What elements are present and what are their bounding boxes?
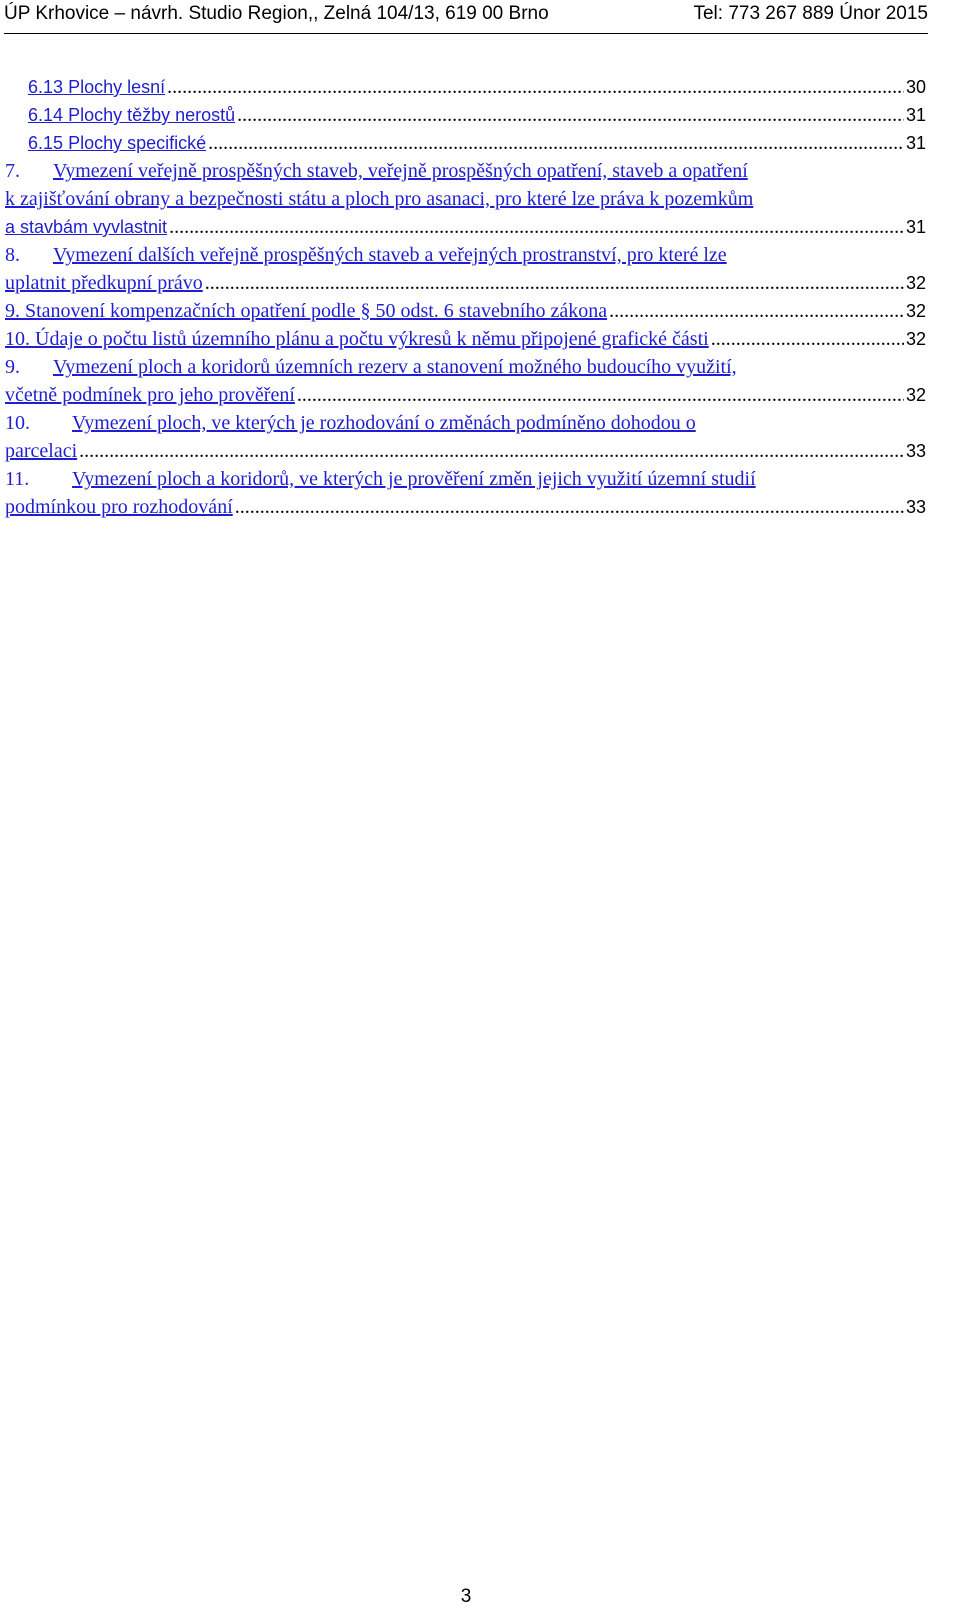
toc-page-number: 33 bbox=[905, 441, 926, 461]
toc-link-10-parcel-end[interactable]: parcelaci bbox=[5, 440, 78, 462]
toc-page-number: 32 bbox=[905, 273, 926, 293]
toc-entry-7-line-1 bbox=[5, 157, 748, 185]
page-header bbox=[4, 3, 928, 27]
toc-link-10-parcel[interactable]: 10. Vymezení ploch, ve kterých je rozhodování o změnách podmíněno dohodou o bbox=[5, 412, 696, 434]
toc-link-7-cont[interactable]: k zajišťování obrany a bezpečnosti státu a ploch pro asanaci, pro které lze práva k pozemkům bbox=[5, 188, 754, 210]
toc-entry-9-reserves-line-1 bbox=[5, 353, 737, 381]
toc-link-11[interactable]: 11. Vymezení ploch a koridorů, ve kterých je prověření změn jejich využití územní studií bbox=[5, 468, 756, 490]
toc-link-6-13[interactable]: 6.13 Plochy lesní bbox=[28, 77, 166, 97]
toc-entry-10-sheets bbox=[5, 325, 926, 353]
toc-leader-dots bbox=[79, 437, 904, 465]
toc-page-number: 32 bbox=[905, 385, 926, 405]
toc-link-11-end[interactable]: podmínkou pro rozhodování bbox=[5, 496, 233, 518]
toc-leader-dots bbox=[208, 129, 904, 157]
toc-leader-dots bbox=[609, 297, 904, 325]
toc-entry-9-compensation bbox=[5, 297, 926, 325]
toc-page-number: 32 bbox=[905, 329, 926, 349]
toc-link-9-reserves[interactable]: 9. Vymezení ploch a koridorů územních rezerv a stanovení možného budoucího využití, bbox=[5, 356, 737, 378]
toc-entry-8-line-1 bbox=[5, 241, 727, 269]
toc-entry-7-line-2 bbox=[5, 185, 753, 213]
toc-page-number: 31 bbox=[905, 133, 926, 153]
toc-leader-dots bbox=[205, 269, 904, 297]
toc-leader-dots bbox=[169, 213, 904, 241]
toc-leader-dots bbox=[235, 493, 904, 521]
toc-leader-dots bbox=[167, 73, 904, 101]
toc-link-10-sheets[interactable]: 10. Údaje o počtu listů územního plánu a počtu výkresů k němu připojené grafické části bbox=[5, 328, 709, 350]
toc-entry-10-parcel-line-2 bbox=[5, 437, 926, 465]
toc-entry-6-13 bbox=[28, 73, 926, 101]
header-divider bbox=[4, 33, 928, 34]
toc-leader-dots bbox=[711, 325, 904, 353]
toc-entry-6-15 bbox=[28, 129, 926, 157]
toc-entry-11-line-1 bbox=[5, 465, 756, 493]
toc-entry-9-reserves-line-2 bbox=[5, 381, 926, 409]
toc-entry-7-line-3 bbox=[5, 213, 926, 241]
toc-page-number: 33 bbox=[905, 497, 926, 517]
toc-leader-dots bbox=[237, 101, 904, 129]
toc-entry-8-line-2 bbox=[5, 269, 926, 297]
toc-link-8[interactable]: 8. Vymezení dalších veřejně prospěšných staveb a veřejných prostranství, pro které lze bbox=[5, 244, 727, 266]
toc-link-9-reserves-end[interactable]: včetně podmínek pro jeho prověření bbox=[5, 384, 295, 406]
toc-page-number: 31 bbox=[905, 105, 926, 125]
toc-page-number: 32 bbox=[905, 301, 926, 321]
toc-entry-10-parcel-line-1 bbox=[5, 409, 696, 437]
header-left-text: ÚP Krhovice – návrh. Studio Region,, Zelná 104/13, 619 00 Brno bbox=[4, 3, 549, 24]
toc-link-9-compensation[interactable]: 9. Stanovení kompenzačních opatření podle § 50 odst. 6 stavebního zákona bbox=[5, 300, 608, 322]
toc-entry-11-line-2 bbox=[5, 493, 926, 521]
toc-leader-dots bbox=[297, 381, 904, 409]
toc-entry-6-14 bbox=[28, 101, 926, 129]
toc-page-number: 30 bbox=[905, 77, 926, 97]
toc-link-8-end[interactable]: uplatnit předkupní právo bbox=[5, 272, 203, 294]
toc-link-6-14[interactable]: 6.14 Plochy těžby nerostů bbox=[28, 105, 236, 125]
header-right-text: Tel: 773 267 889 Únor 2015 bbox=[693, 3, 928, 24]
page-number: 3 bbox=[460, 1586, 472, 1607]
toc-page-number: 31 bbox=[905, 217, 926, 237]
toc-link-6-15[interactable]: 6.15 Plochy specifické bbox=[28, 133, 207, 153]
toc-link-7[interactable]: 7. Vymezení veřejně prospěšných staveb, veřejně prospěšných opatření, staveb a opatření bbox=[5, 160, 748, 182]
toc-link-7-end[interactable]: a stavbám vyvlastnit bbox=[5, 217, 168, 237]
